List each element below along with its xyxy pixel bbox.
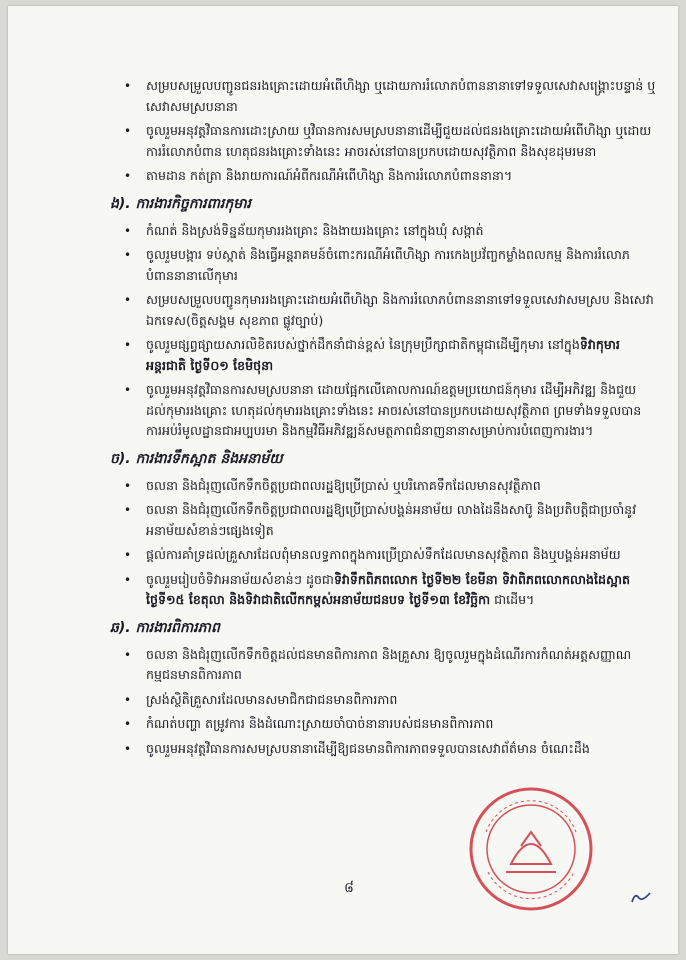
bullet-icon: • [124,717,132,731]
section [110,193,656,442]
item-text: កំណត់បញ្ហា តម្រូវការ និងដំណោះស្រាយចាំបាច់នានារបស់ជនមានពិការភាព [146,716,494,731]
list-item [116,690,656,711]
official-seal-stamp [466,784,596,914]
item-text: ចលនា និងជំរុញលើកទឹកចិត្តប្រជាពលរដ្ឋឱ្យប្រើប្រាស់បង្គន់អនាម័យ លាងដៃនឹងសាប៊ូ និងប្រតិបត្តិជាប្រចាំនូវអនាម័យសំខាន់ៗផ្សេងទៀត [146,502,637,538]
page-number: ៨ [344,880,354,896]
item-text: ចូលរួមអនុវត្តវិធានការសមស្របនានា ដោយផ្អែកលើគោលការណ៍ឧត្តមប្រយោជន៍កុមារ ដើម្បីអភិវឌ្ឍ និងជួយដល់កុមាររងគ្រោះ ហេតុដល់កុមាររងគ្រោះទាំងនេះ អាចរស់នៅបានប្រកបដោយសុវត្ថិភាព ព្រមទាំងទទួលបានការអប់រំមូលដ្ឋានជាអប្បបរមា និងកម្មវិធីអភិវឌ្ឍន៍សមត្ថភាពជំនាញនានាសម្រាប់ការបំពេញការងារ។ [146,382,642,438]
item-text: សម្របសម្រួលបញ្ជូនជនរងគ្រោះដោយអំពើហិង្សា ឬដោយការរំលោភបំពាននានាទៅទទួលសេវាសង្គ្រោះបន្ទាន់ ឬសេវាសមស្របនានា [146,78,656,114]
item-text-bold: ទិវាកុមារអន្តរជាតិ ថ្ងៃទី០១ ខែមិថុនា [146,337,620,373]
item-text-tail: ជាដើម។ [490,592,535,607]
item-text: ចលនា និងជំរុញលើកទឹកចិត្តប្រជាពលរដ្ឋឱ្យប្រើប្រាស់ ឬបរិភោគទឹកដែលមានសុវត្ថិភាព [146,477,541,493]
list-item [116,121,656,162]
bullet-icon: • [124,548,132,562]
item-text: ចូលរួមអនុវត្តវិធានការសមស្របនានាដើម្បីឱ្យជនមានពិការភាពទទួលបានសេវាព័ត៌មាន ចំណេះដឹង [146,740,590,756]
section-heading: ច). ការងារទឹកស្អាត និងអនាម័យ [110,450,283,467]
list-item [116,76,656,117]
list-item [116,739,656,760]
section-bullet-list [116,645,656,760]
handwritten-initial [630,890,652,904]
item-text: ចូលរួមបង្ការ ទប់ស្កាត់ និងធ្វើអន្តរាគមន៍ចំពោះករណីអំពើហិង្សា ការកេងប្រវ័ញ្ចកម្លាំងពលកម្ម និងការរំលោភបំពាននានាលើកុមារ [146,247,630,283]
list-item [116,245,656,286]
item-text: ចូលរួមរៀបចំទិវាអនាម័យសំខាន់ៗ ដូចជា [146,571,334,587]
item-text: កំណត់ និងស្រង់ទិន្នន័យកុមាររងគ្រោះ និងងាយរងគ្រោះ នៅក្នុងឃុំ សង្កាត់ [146,222,484,238]
section [110,448,656,611]
list-item [116,714,656,735]
intro-bullet-list [116,76,656,187]
document-page [8,6,678,954]
item-text-bold: ទិវាទឹកពិភពលោក ថ្ងៃទី២២ ខែមីនា ទិវាពិភពលោកលាងដៃស្អាត ថ្ងៃទី១៥ ខែតុលា និងទិវាជាតិលើកកម្ពស់អនាម័យជនបទ ថ្ងៃទី១៣ ខែវិច្ឆិកា [146,571,630,607]
section-heading: ង). ការងារកិច្ចការពារកុមារ [110,195,252,212]
list-item [116,645,656,686]
item-text: ចូលរួមអនុវត្តវិធានការដោះស្រាយ ឬវិធានការសមស្របនានាដើម្បីជួយដល់ជនរងគ្រោះដោយអំពើហិង្សា ឬដោយការរំលោភបំពាន ហេតុជនរងគ្រោះទាំងនេះ អាចរស់នៅបានប្រកបដោយសុវត្ថិភាព និងសុខដុមរមនា [146,123,652,159]
bullet-icon: • [124,79,132,93]
item-text: ផ្តល់ការគាំទ្រដល់គ្រួសារដែលពុំមានលទ្ធភាពក្នុងការប្រើប្រាស់ទឹកដែលមានសុវត្ថិភាព និងឬបង្គន់អនាម័យ [146,547,621,562]
list-item [116,335,656,376]
list-item [116,476,656,497]
page-body [110,76,656,763]
bullet-icon: • [124,383,132,397]
list-item [116,380,656,442]
bullet-icon: • [124,338,132,352]
item-text: ស្រង់ស្ថិតិគ្រួសារដែលមានសមាជិកជាជនមានពិការភាព [146,691,398,707]
bullet-icon: • [124,248,132,262]
bullet-icon: • [124,293,132,307]
list-item [116,290,656,331]
bullet-icon: • [124,478,132,493]
item-text: សម្របសម្រួលបញ្ជូនកុមាររងគ្រោះដោយអំពើហិង្សា និងការរំលោភបំពាននានាទៅទទួលសេវាសមស្រប និងសេវាឯកទេស(ចិត្តសង្គម សុខភាព ផ្លូវច្បាប់) [146,292,654,328]
sections [110,193,656,760]
bullet-icon: • [124,169,132,183]
list-item [116,221,656,242]
list-item [116,570,656,611]
section [110,617,656,760]
item-text: ចូលរួមផ្សព្វផ្សាយសារលិខិតរបស់ថ្នាក់ដឹកនាំជាន់ខ្ពស់ នៃក្រុមប្រឹក្សាជាតិកម្ពុជាដើម្បីកុមារ នៅក្នុង [146,337,580,352]
bullet-icon: • [124,692,132,707]
bullet-icon: • [124,647,132,662]
item-text: តាមដាន កត់ត្រា និងរាយការណ៍អំពីករណីអំពើហិង្សា និងការរំលោភបំពាននានា។ [146,168,513,183]
bullet-icon: • [124,223,132,238]
section-bullet-list [116,221,656,442]
section-heading: ឆ). ការងារពិការភាព [110,619,220,636]
section-bullet-list [116,476,656,611]
bullet-icon: • [124,124,132,138]
list-item [116,545,656,566]
bullet-icon: • [124,741,132,756]
bullet-icon: • [124,503,132,517]
item-text: ចលនា និងជំរុញលើកទឹកចិត្តដល់ជនមានពិការភាព និងគ្រួសារ ឱ្យចូលរួមក្នុងដំណើរការកំណត់អត្តសញ្ញាណកម្មជនមានពិការភាព [146,646,632,682]
list-item [116,500,656,541]
bullet-icon: • [124,572,132,587]
list-item [116,166,656,187]
